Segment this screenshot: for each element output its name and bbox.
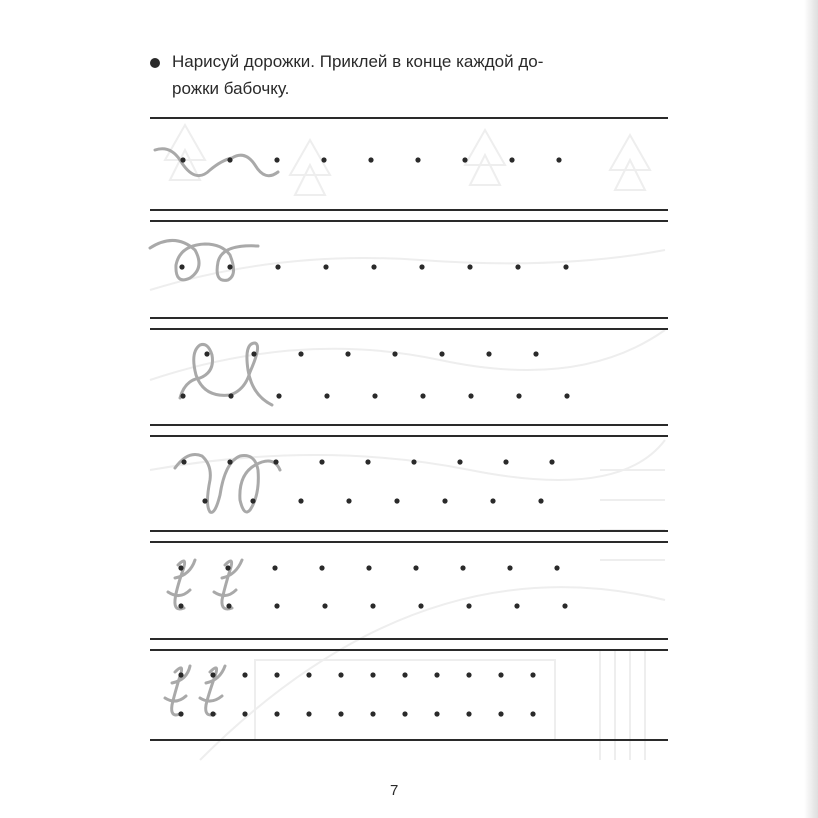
trace-dot — [321, 157, 326, 162]
trace-dot — [467, 264, 472, 269]
trace-dot — [498, 672, 503, 677]
trace-dot — [370, 711, 375, 716]
s-loop-trace-2 — [165, 666, 225, 715]
trace-dot — [251, 351, 256, 356]
big-loop-trace — [175, 455, 280, 513]
trace-dot — [538, 498, 543, 503]
trace-dot — [468, 393, 473, 398]
trace-dot — [274, 157, 279, 162]
trace-dot — [228, 393, 233, 398]
trace-dot — [402, 711, 407, 716]
trace-dot — [562, 603, 567, 608]
trace-dot — [533, 351, 538, 356]
trace-dot — [365, 459, 370, 464]
trace-dot — [274, 711, 279, 716]
trace-dot — [306, 711, 311, 716]
trace-dot — [420, 393, 425, 398]
trace-dot — [275, 264, 280, 269]
trace-dot — [498, 711, 503, 716]
trace-dot — [503, 459, 508, 464]
trace-dot — [178, 565, 183, 570]
instruction-line-1: Нарисуй дорожки. Приклей в конце каждой до- — [172, 52, 544, 71]
trace-dot — [411, 459, 416, 464]
trace-dot — [338, 672, 343, 677]
trace-dot — [563, 264, 568, 269]
trace-dot — [226, 603, 231, 608]
trace-dot — [225, 565, 230, 570]
trace-dot — [202, 498, 207, 503]
trace-dot — [178, 672, 183, 677]
trace-dot — [530, 672, 535, 677]
trace-dot — [490, 498, 495, 503]
trace-dot — [549, 459, 554, 464]
trace-dot — [442, 498, 447, 503]
trace-dot — [516, 393, 521, 398]
trace-dot — [370, 603, 375, 608]
trace-dot — [180, 157, 185, 162]
trace-dot — [372, 393, 377, 398]
trace-dot — [323, 264, 328, 269]
trace-dot — [178, 603, 183, 608]
trace-dot — [564, 393, 569, 398]
trace-dot — [509, 157, 514, 162]
trace-dot — [319, 459, 324, 464]
trace-dot — [434, 711, 439, 716]
trace-dot — [242, 672, 247, 677]
trace-dot — [486, 351, 491, 356]
trace-dot — [371, 264, 376, 269]
trace-dot — [274, 603, 279, 608]
instruction-line-2: рожки бабочку. — [172, 79, 290, 98]
trace-dot — [415, 157, 420, 162]
trace-dot — [181, 459, 186, 464]
trace-dot — [434, 672, 439, 677]
trace-dot — [394, 498, 399, 503]
trace-dot — [274, 672, 279, 677]
trace-dot — [402, 672, 407, 677]
page-number: 7 — [390, 782, 399, 799]
trace-dot — [319, 565, 324, 570]
tall-loop-trace — [180, 343, 272, 405]
trace-dot — [272, 565, 277, 570]
trace-dot — [418, 603, 423, 608]
wave-trace — [155, 149, 278, 176]
trace-dot — [324, 393, 329, 398]
trace-dot — [250, 498, 255, 503]
trace-dot — [242, 711, 247, 716]
trace-dot — [178, 711, 183, 716]
trace-dot — [530, 711, 535, 716]
trace-dot — [210, 711, 215, 716]
trace-dot — [322, 603, 327, 608]
trace-dot — [554, 565, 559, 570]
trace-dot — [392, 351, 397, 356]
trace-dot — [210, 672, 215, 677]
trace-dot — [466, 603, 471, 608]
trace-dot — [346, 498, 351, 503]
trace-dot — [227, 157, 232, 162]
trace-dot — [462, 157, 467, 162]
trace-dot — [180, 393, 185, 398]
trace-dot — [439, 351, 444, 356]
trace-dot — [298, 498, 303, 503]
trace-dot — [345, 351, 350, 356]
trace-dot — [273, 459, 278, 464]
trace-dot — [366, 565, 371, 570]
trace-dot — [514, 603, 519, 608]
trace-dot — [460, 565, 465, 570]
dot-grid — [178, 157, 569, 716]
trace-dot — [419, 264, 424, 269]
trace-dot — [227, 264, 232, 269]
trace-dot — [413, 565, 418, 570]
trace-dot — [556, 157, 561, 162]
trace-dot — [507, 565, 512, 570]
trace-dot — [204, 351, 209, 356]
page-edge-shadow — [804, 0, 818, 818]
trace-dot — [338, 711, 343, 716]
trace-dot — [298, 351, 303, 356]
trace-dot — [466, 672, 471, 677]
trace-dot — [515, 264, 520, 269]
trace-dot — [306, 672, 311, 677]
trace-dot — [370, 672, 375, 677]
trace-dot — [457, 459, 462, 464]
loop-trace — [150, 240, 258, 280]
trace-dot — [466, 711, 471, 716]
trace-dot — [179, 264, 184, 269]
trace-dot — [276, 393, 281, 398]
trace-dot — [368, 157, 373, 162]
trace-dot — [227, 459, 232, 464]
